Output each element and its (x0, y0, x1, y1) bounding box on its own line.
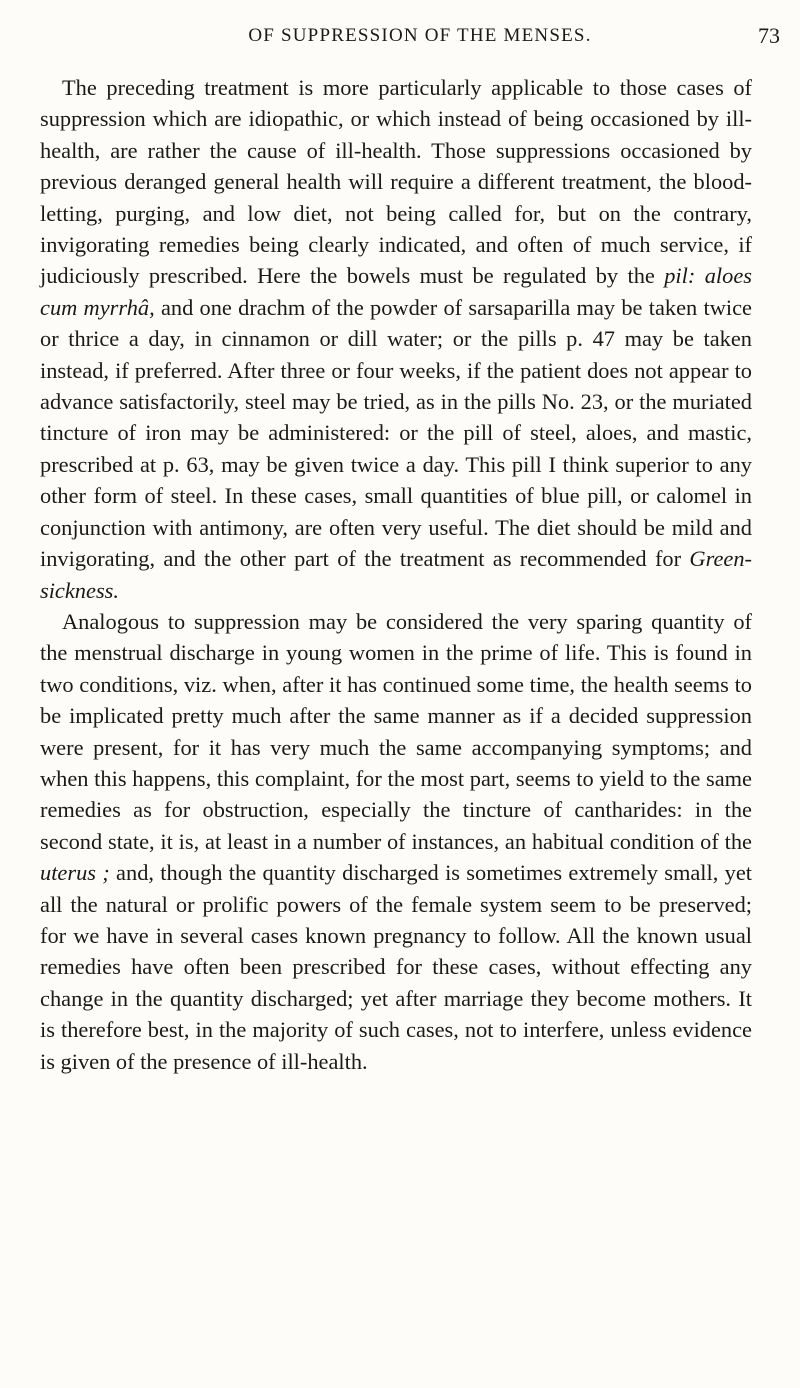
paragraph-analogous (40, 606, 752, 1077)
body-text (40, 72, 752, 1077)
text-segment: The preceding treatment is more particularly applicable to those cases of suppression which are idiopathic, or which instead of being occasioned by ill-health, are rather the cause of ill-health. Those suppressions occasioned by previous deranged general health will require a different treatment, the blood-letting, purging, and low diet, not being called for, but on the contrary, invigorating remedies being clearly indicated, and often of much service, if judiciously prescribed. Here the bowels must be regulated by the (40, 75, 752, 289)
italic-segment: Green-sickness. (40, 546, 752, 603)
italic-segment: uterus ; (40, 860, 110, 886)
text-segment: and one drachm of the powder of sarsaparilla may be taken twice or thrice a day, in cinnamon or dill water; or the pills p. 47 may be taken instead, if preferred. After three or four weeks, if the patient does not appear to advance satisfactorily, steel may be tried, as in the pills No. 23, or the muriated tincture of iron may be administered: or the pill of steel, aloes, and mastic, prescribed at p. 63, may be given twice a day. This pill I think superior to any other form of steel. In these cases, small quantities of blue pill, or calomel in conjunction with antimony, are often very useful. The diet should be mild and invigorating, and the other part of the treatment as recommended for (40, 294, 752, 572)
paragraph-treatment (40, 72, 752, 606)
text-segment: and, though the quantity discharged is sometimes extremely small, yet all the natural or prolific powers of the female system seem to be preserved; for we have in several cases known pregnancy to follow. All the known usual remedies have often been prescribed for these cases, without effecting any change in the quantity discharged; yet after marriage they become mothers. It is therefore best, in the majority of such cases, not to interfere, unless evidence is given of the presence of ill-health. (40, 860, 752, 1074)
italic-segment: pil: aloes cum myrrhâ, (40, 263, 752, 320)
running-head (60, 22, 780, 50)
text-segment: Analogous to suppression may be considered the very sparing quantity of the menstrual discharge in young women in the prime of life. This is found in two conditions, viz. when, after it has continued some time, the health seems to be implicated pretty much after the same manner as if a decided suppression were present, for it has very much the same accompanying symptoms; and when this happens, this complaint, for the most part, seems to yield to the same remedies as for obstruction, especially the tincture of cantharides: in the second state, it is, at least in a number of instances, an habitual condition of the (40, 608, 752, 854)
running-title: OF SUPPRESSION OF THE MENSES. (248, 25, 592, 46)
page-number: 73 (758, 23, 780, 48)
